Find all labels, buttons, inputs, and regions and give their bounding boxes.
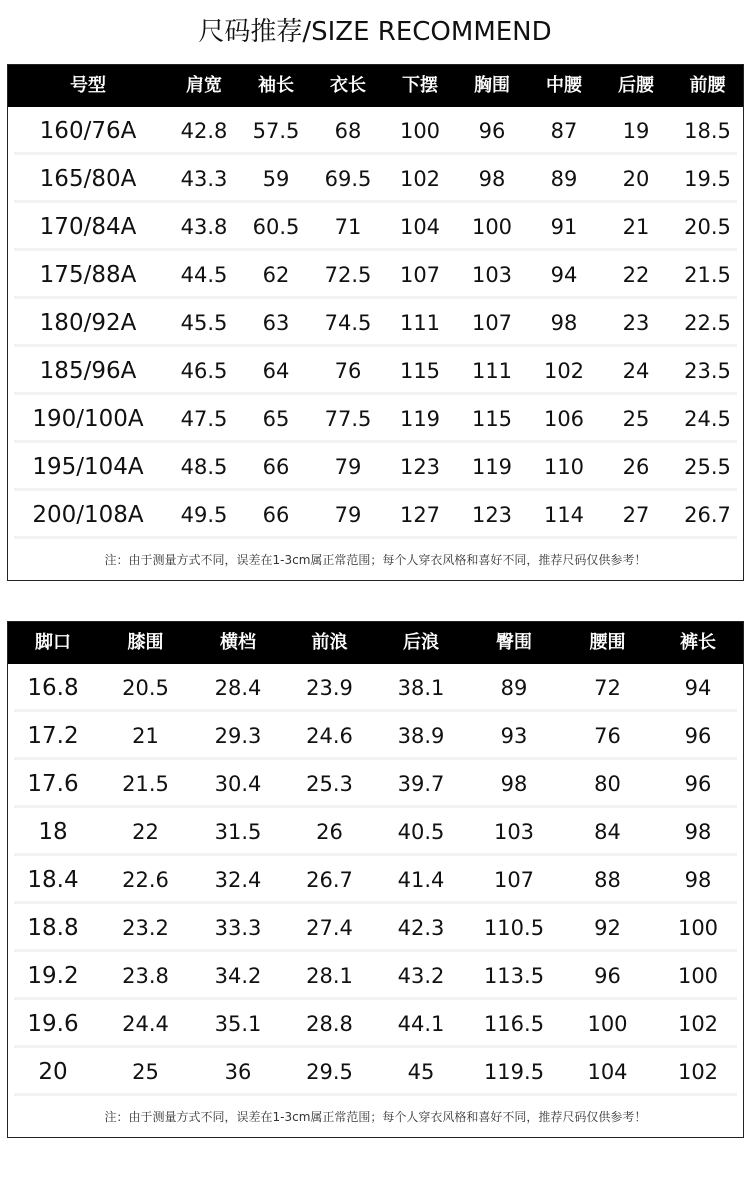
table-cell: 96 bbox=[478, 119, 506, 143]
table-cell: 35.1 bbox=[214, 1012, 262, 1036]
table-cell: 16.8 bbox=[27, 675, 79, 701]
top-table-body bbox=[8, 107, 743, 539]
table-cell: 24.6 bbox=[306, 724, 353, 748]
table-cell: 57.5 bbox=[252, 119, 300, 143]
table-cell: 96 bbox=[684, 724, 712, 748]
table-cell: 111 bbox=[399, 311, 441, 335]
table-cell: 21 bbox=[132, 724, 159, 748]
page-title: 尺码推荐/SIZE RECOMMEND bbox=[198, 17, 552, 47]
table-cell: 123 bbox=[399, 455, 441, 479]
table-cell: 170/84A bbox=[39, 214, 137, 240]
table-cell: 26.7 bbox=[306, 868, 353, 892]
table-cell: 60.5 bbox=[252, 215, 300, 239]
table-row bbox=[8, 155, 743, 203]
table-cell: 19 bbox=[622, 119, 650, 143]
table-cell: 119 bbox=[471, 455, 513, 479]
table-cell: 18.4 bbox=[27, 867, 79, 893]
table-cell: 94 bbox=[684, 676, 712, 700]
table-cell: 22 bbox=[132, 820, 159, 844]
table-cell: 38.9 bbox=[397, 724, 445, 748]
table-cell: 123 bbox=[471, 503, 513, 527]
table-cell: 180/92A bbox=[39, 310, 137, 336]
table-cell: 200/108A bbox=[32, 502, 144, 528]
column-header: 衣长 bbox=[330, 75, 366, 96]
table-cell: 63 bbox=[262, 311, 290, 335]
table-cell: 32.4 bbox=[214, 868, 262, 892]
table-cell: 19.6 bbox=[27, 1011, 79, 1037]
table-row bbox=[8, 856, 743, 904]
table-cell: 20 bbox=[38, 1059, 68, 1085]
table-row bbox=[8, 808, 743, 856]
table-cell: 65 bbox=[262, 407, 290, 431]
table-cell: 20 bbox=[622, 167, 650, 191]
column-header: 前浪 bbox=[311, 632, 348, 653]
table-cell: 115 bbox=[471, 407, 513, 431]
table-cell: 23.9 bbox=[306, 676, 353, 700]
table-cell: 107 bbox=[471, 311, 513, 335]
table-cell: 21.5 bbox=[122, 772, 169, 796]
table-row bbox=[8, 1048, 743, 1096]
top-size-table bbox=[7, 64, 744, 581]
bottom-table-body bbox=[8, 664, 743, 1096]
table-cell: 93 bbox=[500, 724, 528, 748]
table-row bbox=[8, 952, 743, 1000]
table-cell: 24 bbox=[622, 359, 650, 383]
table-cell: 102 bbox=[543, 359, 585, 383]
table-cell: 113.5 bbox=[483, 964, 545, 988]
table-cell: 74.5 bbox=[324, 311, 372, 335]
table-cell: 190/100A bbox=[32, 406, 144, 432]
bottom-table-header bbox=[8, 622, 743, 664]
table-cell: 22.6 bbox=[122, 868, 169, 892]
column-header: 横档 bbox=[220, 632, 256, 653]
table-cell: 42.8 bbox=[180, 119, 228, 143]
table-cell: 87 bbox=[550, 119, 578, 143]
table-cell: 59 bbox=[262, 167, 290, 191]
table-cell: 36 bbox=[224, 1060, 252, 1084]
table-cell: 46.5 bbox=[180, 359, 228, 383]
table-cell: 102 bbox=[677, 1012, 719, 1036]
table-cell: 18.5 bbox=[684, 119, 731, 143]
table-row bbox=[8, 251, 743, 299]
table-cell: 29.3 bbox=[214, 724, 262, 748]
table-cell: 115 bbox=[399, 359, 441, 383]
table-cell: 18 bbox=[38, 819, 68, 845]
column-header: 裤长 bbox=[680, 632, 716, 653]
table-cell: 103 bbox=[493, 820, 535, 844]
table-cell: 24.5 bbox=[684, 407, 731, 431]
table-cell: 127 bbox=[399, 503, 441, 527]
table-cell: 84 bbox=[594, 820, 621, 844]
table-cell: 165/80A bbox=[39, 166, 137, 192]
table-cell: 98 bbox=[684, 820, 712, 844]
table-row bbox=[8, 347, 743, 395]
table-cell: 69.5 bbox=[324, 167, 372, 191]
table-cell: 39.7 bbox=[397, 772, 445, 796]
table-cell: 38.1 bbox=[397, 676, 445, 700]
table-row bbox=[8, 203, 743, 251]
table-cell: 104 bbox=[587, 1060, 628, 1084]
column-header: 号型 bbox=[70, 75, 106, 96]
column-header: 膝围 bbox=[127, 632, 164, 653]
table-cell: 91 bbox=[550, 215, 578, 239]
bottom-size-table bbox=[7, 621, 744, 1138]
table-cell: 31.5 bbox=[214, 820, 262, 844]
table-cell: 96 bbox=[594, 964, 621, 988]
top-table-note: 注：由于测量方式不同，误差在1-3cm属正常范围；每个人穿衣风格和喜好不同，推荐尺码仅供参考！ bbox=[104, 553, 647, 567]
table-cell: 25.3 bbox=[306, 772, 353, 796]
table-cell: 23.2 bbox=[122, 916, 169, 940]
table-cell: 19.5 bbox=[684, 167, 731, 191]
table-cell: 29.5 bbox=[306, 1060, 353, 1084]
table-cell: 26.7 bbox=[684, 503, 731, 527]
table-cell: 89 bbox=[500, 676, 528, 700]
table-cell: 80 bbox=[594, 772, 621, 796]
table-cell: 77.5 bbox=[324, 407, 372, 431]
table-cell: 119.5 bbox=[483, 1060, 545, 1084]
table-cell: 103 bbox=[471, 263, 513, 287]
table-cell: 111 bbox=[471, 359, 513, 383]
column-header: 袖长 bbox=[258, 75, 294, 96]
table-cell: 20.5 bbox=[122, 676, 169, 700]
table-cell: 45.5 bbox=[180, 311, 228, 335]
table-cell: 25.5 bbox=[684, 455, 731, 479]
table-row bbox=[8, 664, 743, 712]
table-cell: 26 bbox=[316, 820, 343, 844]
table-cell: 106 bbox=[543, 407, 585, 431]
table-cell: 98 bbox=[684, 868, 712, 892]
column-header: 胸围 bbox=[474, 75, 510, 96]
table-cell: 27 bbox=[622, 503, 650, 527]
table-cell: 20.5 bbox=[684, 215, 731, 239]
table-cell: 42.3 bbox=[397, 916, 445, 940]
table-cell: 49.5 bbox=[180, 503, 228, 527]
table-cell: 21 bbox=[622, 215, 650, 239]
table-cell: 24.4 bbox=[122, 1012, 169, 1036]
table-cell: 23.5 bbox=[684, 359, 731, 383]
table-cell: 64 bbox=[262, 359, 290, 383]
column-header: 后腰 bbox=[618, 75, 654, 96]
table-cell: 33.3 bbox=[214, 916, 262, 940]
column-header: 腰围 bbox=[589, 632, 626, 653]
table-cell: 34.2 bbox=[214, 964, 262, 988]
table-cell: 185/96A bbox=[39, 358, 137, 384]
table-cell: 79 bbox=[334, 503, 362, 527]
table-cell: 21.5 bbox=[684, 263, 731, 287]
table-cell: 102 bbox=[677, 1060, 719, 1084]
table-cell: 68 bbox=[334, 119, 362, 143]
column-header: 脚口 bbox=[35, 632, 71, 653]
table-cell: 45 bbox=[407, 1060, 435, 1084]
table-row bbox=[8, 1000, 743, 1048]
table-cell: 160/76A bbox=[39, 118, 137, 144]
table-cell: 102 bbox=[399, 167, 441, 191]
table-cell: 107 bbox=[493, 868, 535, 892]
table-cell: 76 bbox=[594, 724, 621, 748]
table-cell: 25 bbox=[132, 1060, 159, 1084]
table-row bbox=[8, 904, 743, 952]
table-cell: 18.8 bbox=[27, 915, 79, 941]
table-cell: 28.8 bbox=[306, 1012, 353, 1036]
table-cell: 100 bbox=[587, 1012, 628, 1036]
table-cell: 28.4 bbox=[214, 676, 262, 700]
table-cell: 92 bbox=[594, 916, 621, 940]
table-cell: 66 bbox=[262, 455, 290, 479]
table-cell: 27.4 bbox=[306, 916, 353, 940]
column-header: 后浪 bbox=[403, 632, 439, 653]
top-table-header bbox=[8, 65, 743, 107]
table-cell: 41.4 bbox=[397, 868, 445, 892]
table-row bbox=[8, 299, 743, 347]
table-row bbox=[8, 760, 743, 808]
table-cell: 104 bbox=[399, 215, 441, 239]
table-cell: 76 bbox=[334, 359, 362, 383]
table-cell: 100 bbox=[471, 215, 513, 239]
table-cell: 43.3 bbox=[180, 167, 228, 191]
table-cell: 94 bbox=[550, 263, 578, 287]
table-cell: 40.5 bbox=[397, 820, 445, 844]
table-row bbox=[8, 443, 743, 491]
table-cell: 100 bbox=[399, 119, 441, 143]
table-cell: 110.5 bbox=[483, 916, 545, 940]
table-cell: 22.5 bbox=[684, 311, 731, 335]
table-row bbox=[8, 491, 743, 539]
table-cell: 17.2 bbox=[27, 723, 79, 749]
table-cell: 79 bbox=[334, 455, 362, 479]
table-cell: 44.1 bbox=[397, 1012, 445, 1036]
table-cell: 119 bbox=[399, 407, 441, 431]
table-cell: 72.5 bbox=[324, 263, 372, 287]
column-header: 中腰 bbox=[546, 75, 582, 96]
table-cell: 98 bbox=[550, 311, 578, 335]
table-cell: 98 bbox=[500, 772, 528, 796]
table-cell: 195/104A bbox=[32, 454, 144, 480]
column-header: 下摆 bbox=[402, 75, 438, 96]
table-cell: 96 bbox=[684, 772, 712, 796]
table-cell: 30.4 bbox=[214, 772, 262, 796]
table-cell: 23 bbox=[622, 311, 650, 335]
table-cell: 22 bbox=[622, 263, 650, 287]
table-cell: 175/88A bbox=[39, 262, 137, 288]
table-row bbox=[8, 107, 743, 155]
bottom-table-note: 注：由于测量方式不同，误差在1-3cm属正常范围；每个人穿衣风格和喜好不同，推荐尺码仅供参考！ bbox=[104, 1110, 647, 1124]
table-row bbox=[8, 712, 743, 760]
table-cell: 17.6 bbox=[27, 771, 79, 797]
table-cell: 44.5 bbox=[180, 263, 228, 287]
table-cell: 107 bbox=[399, 263, 441, 287]
column-header: 臀围 bbox=[496, 632, 532, 653]
table-cell: 89 bbox=[550, 167, 578, 191]
table-cell: 66 bbox=[262, 503, 290, 527]
column-header: 肩宽 bbox=[186, 75, 222, 96]
table-cell: 116.5 bbox=[483, 1012, 545, 1036]
table-cell: 62 bbox=[262, 263, 290, 287]
table-cell: 72 bbox=[594, 676, 621, 700]
table-cell: 47.5 bbox=[180, 407, 228, 431]
table-cell: 23.8 bbox=[122, 964, 169, 988]
table-cell: 71 bbox=[334, 215, 362, 239]
table-cell: 26 bbox=[622, 455, 650, 479]
table-cell: 43.8 bbox=[180, 215, 228, 239]
table-cell: 110 bbox=[543, 455, 585, 479]
table-cell: 19.2 bbox=[27, 963, 79, 989]
table-cell: 28.1 bbox=[306, 964, 353, 988]
table-cell: 98 bbox=[478, 167, 506, 191]
table-row bbox=[8, 395, 743, 443]
table-cell: 88 bbox=[594, 868, 621, 892]
table-cell: 100 bbox=[677, 916, 719, 940]
table-cell: 100 bbox=[677, 964, 719, 988]
column-header: 前腰 bbox=[689, 75, 726, 96]
table-cell: 43.2 bbox=[397, 964, 445, 988]
table-cell: 114 bbox=[543, 503, 585, 527]
table-cell: 25 bbox=[622, 407, 650, 431]
table-cell: 48.5 bbox=[180, 455, 228, 479]
